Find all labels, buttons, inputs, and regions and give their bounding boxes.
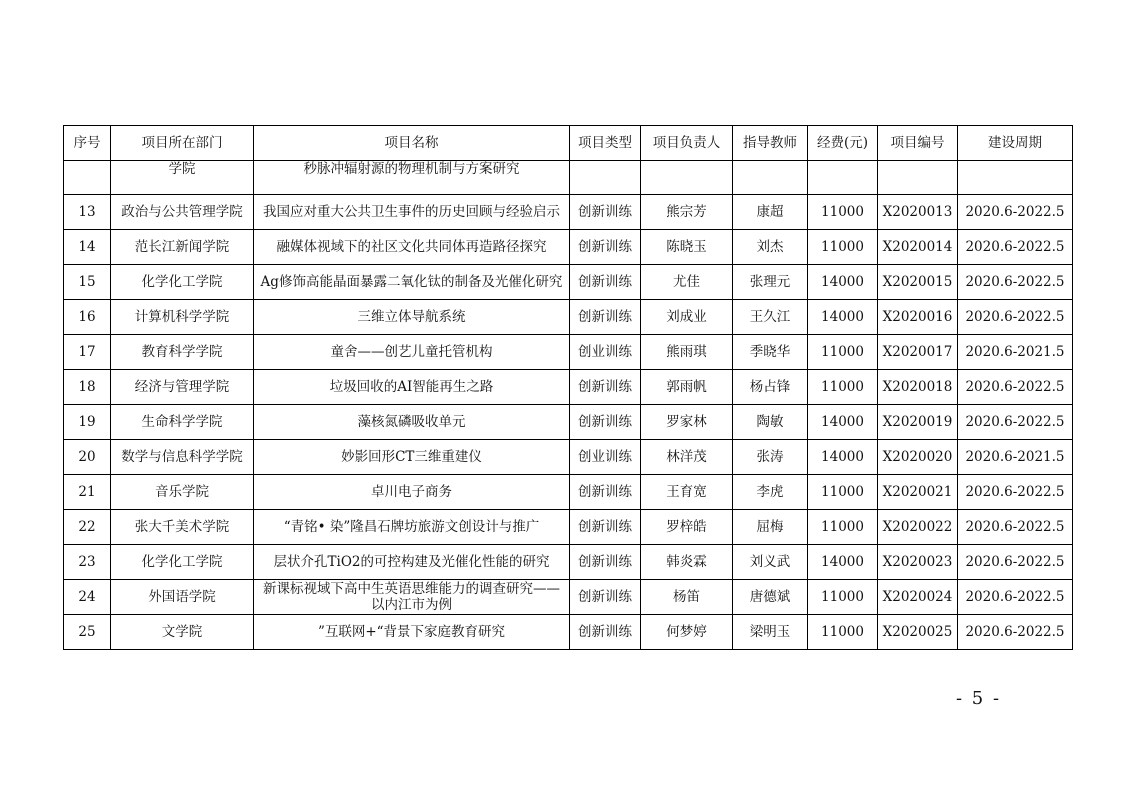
cell-advisor <box>733 161 808 195</box>
cell-period: 2020.6-2022.5 <box>958 545 1073 580</box>
cell-period: 2020.6-2022.5 <box>958 300 1073 335</box>
cell-period: 2020.6-2022.5 <box>958 475 1073 510</box>
cell-no: 17 <box>64 335 111 370</box>
cell-code: X2020020 <box>878 440 958 475</box>
cell-advisor: 刘义武 <box>733 545 808 580</box>
table-row <box>64 580 1073 615</box>
cell-code: X2020017 <box>878 335 958 370</box>
cell-code: X2020014 <box>878 230 958 265</box>
table-row <box>64 335 1073 370</box>
cell-dept: 计算机科学学院 <box>111 300 254 335</box>
header-type: 项目类型 <box>570 126 641 161</box>
cell-dept: 教育科学学院 <box>111 335 254 370</box>
cell-name: 卓川电子商务 <box>254 475 570 510</box>
cell-fund: 11000 <box>808 195 878 230</box>
table-row <box>64 370 1073 405</box>
cell-no: 23 <box>64 545 111 580</box>
cell-code: X2020018 <box>878 370 958 405</box>
table-row <box>64 265 1073 300</box>
cell-advisor: 李虎 <box>733 475 808 510</box>
cell-period: 2020.6-2022.5 <box>958 195 1073 230</box>
project-table <box>63 125 1073 650</box>
cell-type: 创新训练 <box>570 230 641 265</box>
cell-advisor: 陶敏 <box>733 405 808 440</box>
cell-no: 18 <box>64 370 111 405</box>
cell-advisor: 王久江 <box>733 300 808 335</box>
cell-period <box>958 161 1073 195</box>
cell-dept: 生命科学学院 <box>111 405 254 440</box>
table-row <box>64 545 1073 580</box>
cell-advisor: 张涛 <box>733 440 808 475</box>
cell-fund: 11000 <box>808 230 878 265</box>
cell-leader: 熊雨琪 <box>641 335 733 370</box>
cell-fund: 14000 <box>808 265 878 300</box>
cell-code: X2020022 <box>878 510 958 545</box>
header-code: 项目编号 <box>878 126 958 161</box>
cell-no: 13 <box>64 195 111 230</box>
table-row <box>64 510 1073 545</box>
cell-leader: 熊宗芳 <box>641 195 733 230</box>
header-period: 建设周期 <box>958 126 1073 161</box>
cell-no: 16 <box>64 300 111 335</box>
cell-dept: 张大千美术学院 <box>111 510 254 545</box>
cell-type: 创新训练 <box>570 370 641 405</box>
cell-name: 妙影回形CT三维重建仪 <box>254 440 570 475</box>
cell-advisor: 杨占锋 <box>733 370 808 405</box>
cell-dept: 外国语学院 <box>111 580 254 615</box>
table-row <box>64 615 1073 650</box>
cell-period: 2020.6-2021.5 <box>958 440 1073 475</box>
cell-period: 2020.6-2021.5 <box>958 335 1073 370</box>
cell-code: X2020016 <box>878 300 958 335</box>
cell-advisor: 张理元 <box>733 265 808 300</box>
cell-name: 融媒体视域下的社区文化共同体再造路径探究 <box>254 230 570 265</box>
cell-period: 2020.6-2022.5 <box>958 615 1073 650</box>
cell-name: 垃圾回收的AI智能再生之路 <box>254 370 570 405</box>
cell-leader: 尤佳 <box>641 265 733 300</box>
cell-advisor: 刘杰 <box>733 230 808 265</box>
cell-leader: 何梦婷 <box>641 615 733 650</box>
cell-code: X2020025 <box>878 615 958 650</box>
cell-dept: 学院 <box>111 161 254 195</box>
cell-dept: 音乐学院 <box>111 475 254 510</box>
cell-type: 创新训练 <box>570 615 641 650</box>
cell-advisor: 康超 <box>733 195 808 230</box>
continuation-row <box>64 161 1073 195</box>
cell-code <box>878 161 958 195</box>
cell-period: 2020.6-2022.5 <box>958 265 1073 300</box>
table-row <box>64 230 1073 265</box>
page-number: - 5 - <box>956 688 1002 709</box>
cell-type: 创新训练 <box>570 405 641 440</box>
cell-fund: 11000 <box>808 510 878 545</box>
cell-leader: 郭雨帆 <box>641 370 733 405</box>
cell-dept: 化学化工学院 <box>111 265 254 300</box>
table-body <box>64 195 1073 650</box>
cell-no: 21 <box>64 475 111 510</box>
cell-no: 24 <box>64 580 111 615</box>
cell-leader: 陈晓玉 <box>641 230 733 265</box>
cell-type: 创新训练 <box>570 510 641 545</box>
cell-dept: 文学院 <box>111 615 254 650</box>
cell-name: ”互联网+“背景下家庭教育研究 <box>254 615 570 650</box>
cell-no <box>64 161 111 195</box>
cell-advisor: 季晓华 <box>733 335 808 370</box>
cell-advisor: 唐德斌 <box>733 580 808 615</box>
table-row <box>64 475 1073 510</box>
cell-fund: 11000 <box>808 335 878 370</box>
cell-leader <box>641 161 733 195</box>
cell-no: 15 <box>64 265 111 300</box>
table-row <box>64 405 1073 440</box>
cell-dept: 范长江新闻学院 <box>111 230 254 265</box>
cell-no: 20 <box>64 440 111 475</box>
cell-no: 19 <box>64 405 111 440</box>
cell-fund <box>808 161 878 195</box>
cell-fund: 11000 <box>808 475 878 510</box>
cell-fund: 11000 <box>808 615 878 650</box>
cell-code: X2020023 <box>878 545 958 580</box>
cell-period: 2020.6-2022.5 <box>958 580 1073 615</box>
cell-type <box>570 161 641 195</box>
cell-name: 藻核氮磷吸收单元 <box>254 405 570 440</box>
cell-no: 14 <box>64 230 111 265</box>
cell-leader: 杨笛 <box>641 580 733 615</box>
cell-dept: 经济与管理学院 <box>111 370 254 405</box>
cell-no: 25 <box>64 615 111 650</box>
cell-period: 2020.6-2022.5 <box>958 510 1073 545</box>
cell-leader: 罗家林 <box>641 405 733 440</box>
cell-name: Ag修饰高能晶面暴露二氧化钛的制备及光催化研究 <box>254 265 570 300</box>
cell-type: 创新训练 <box>570 300 641 335</box>
cell-period: 2020.6-2022.5 <box>958 370 1073 405</box>
cell-period: 2020.6-2022.5 <box>958 405 1073 440</box>
cell-name: 秒脉冲辐射源的物理机制与方案研究 <box>254 161 570 195</box>
table-header-row <box>64 126 1073 161</box>
header-fund: 经费(元) <box>808 126 878 161</box>
cell-type: 创新训练 <box>570 580 641 615</box>
cell-name: 我国应对重大公共卫生事件的历史回顾与经验启示 <box>254 195 570 230</box>
cell-name: 新课标视域下高中生英语思维能力的调查研究——以内江市为例 <box>254 580 570 615</box>
cell-name: 童舍——创艺儿童托管机构 <box>254 335 570 370</box>
cell-fund: 14000 <box>808 545 878 580</box>
header-no: 序号 <box>64 126 111 161</box>
cell-name: 层状介孔TiO2的可控构建及光催化性能的研究 <box>254 545 570 580</box>
cell-dept: 政治与公共管理学院 <box>111 195 254 230</box>
cell-code: X2020021 <box>878 475 958 510</box>
table-row <box>64 195 1073 230</box>
table-row <box>64 300 1073 335</box>
cell-dept: 化学化工学院 <box>111 545 254 580</box>
header-dept: 项目所在部门 <box>111 126 254 161</box>
cell-advisor: 梁明玉 <box>733 615 808 650</box>
cell-code: X2020024 <box>878 580 958 615</box>
header-leader: 项目负责人 <box>641 126 733 161</box>
cell-code: X2020013 <box>878 195 958 230</box>
cell-leader: 王育宽 <box>641 475 733 510</box>
cell-type: 创业训练 <box>570 440 641 475</box>
table-row <box>64 440 1073 475</box>
cell-fund: 14000 <box>808 440 878 475</box>
header-name: 项目名称 <box>254 126 570 161</box>
cell-dept: 数学与信息科学学院 <box>111 440 254 475</box>
header-advisor: 指导教师 <box>733 126 808 161</box>
cell-fund: 14000 <box>808 300 878 335</box>
cell-fund: 14000 <box>808 405 878 440</box>
cell-type: 创新训练 <box>570 545 641 580</box>
cell-period: 2020.6-2022.5 <box>958 230 1073 265</box>
cell-name: “青铭• 染”隆昌石牌坊旅游文创设计与推广 <box>254 510 570 545</box>
cell-type: 创新训练 <box>570 475 641 510</box>
cell-code: X2020019 <box>878 405 958 440</box>
cell-type: 创业训练 <box>570 335 641 370</box>
cell-leader: 罗梓皓 <box>641 510 733 545</box>
cell-fund: 11000 <box>808 370 878 405</box>
cell-type: 创新训练 <box>570 265 641 300</box>
cell-advisor: 屈梅 <box>733 510 808 545</box>
cell-name: 三维立体导航系统 <box>254 300 570 335</box>
cell-leader: 韩炎霖 <box>641 545 733 580</box>
cell-no: 22 <box>64 510 111 545</box>
cell-leader: 刘成业 <box>641 300 733 335</box>
cell-type: 创新训练 <box>570 195 641 230</box>
cell-leader: 林洋茂 <box>641 440 733 475</box>
cell-fund: 11000 <box>808 580 878 615</box>
cell-code: X2020015 <box>878 265 958 300</box>
